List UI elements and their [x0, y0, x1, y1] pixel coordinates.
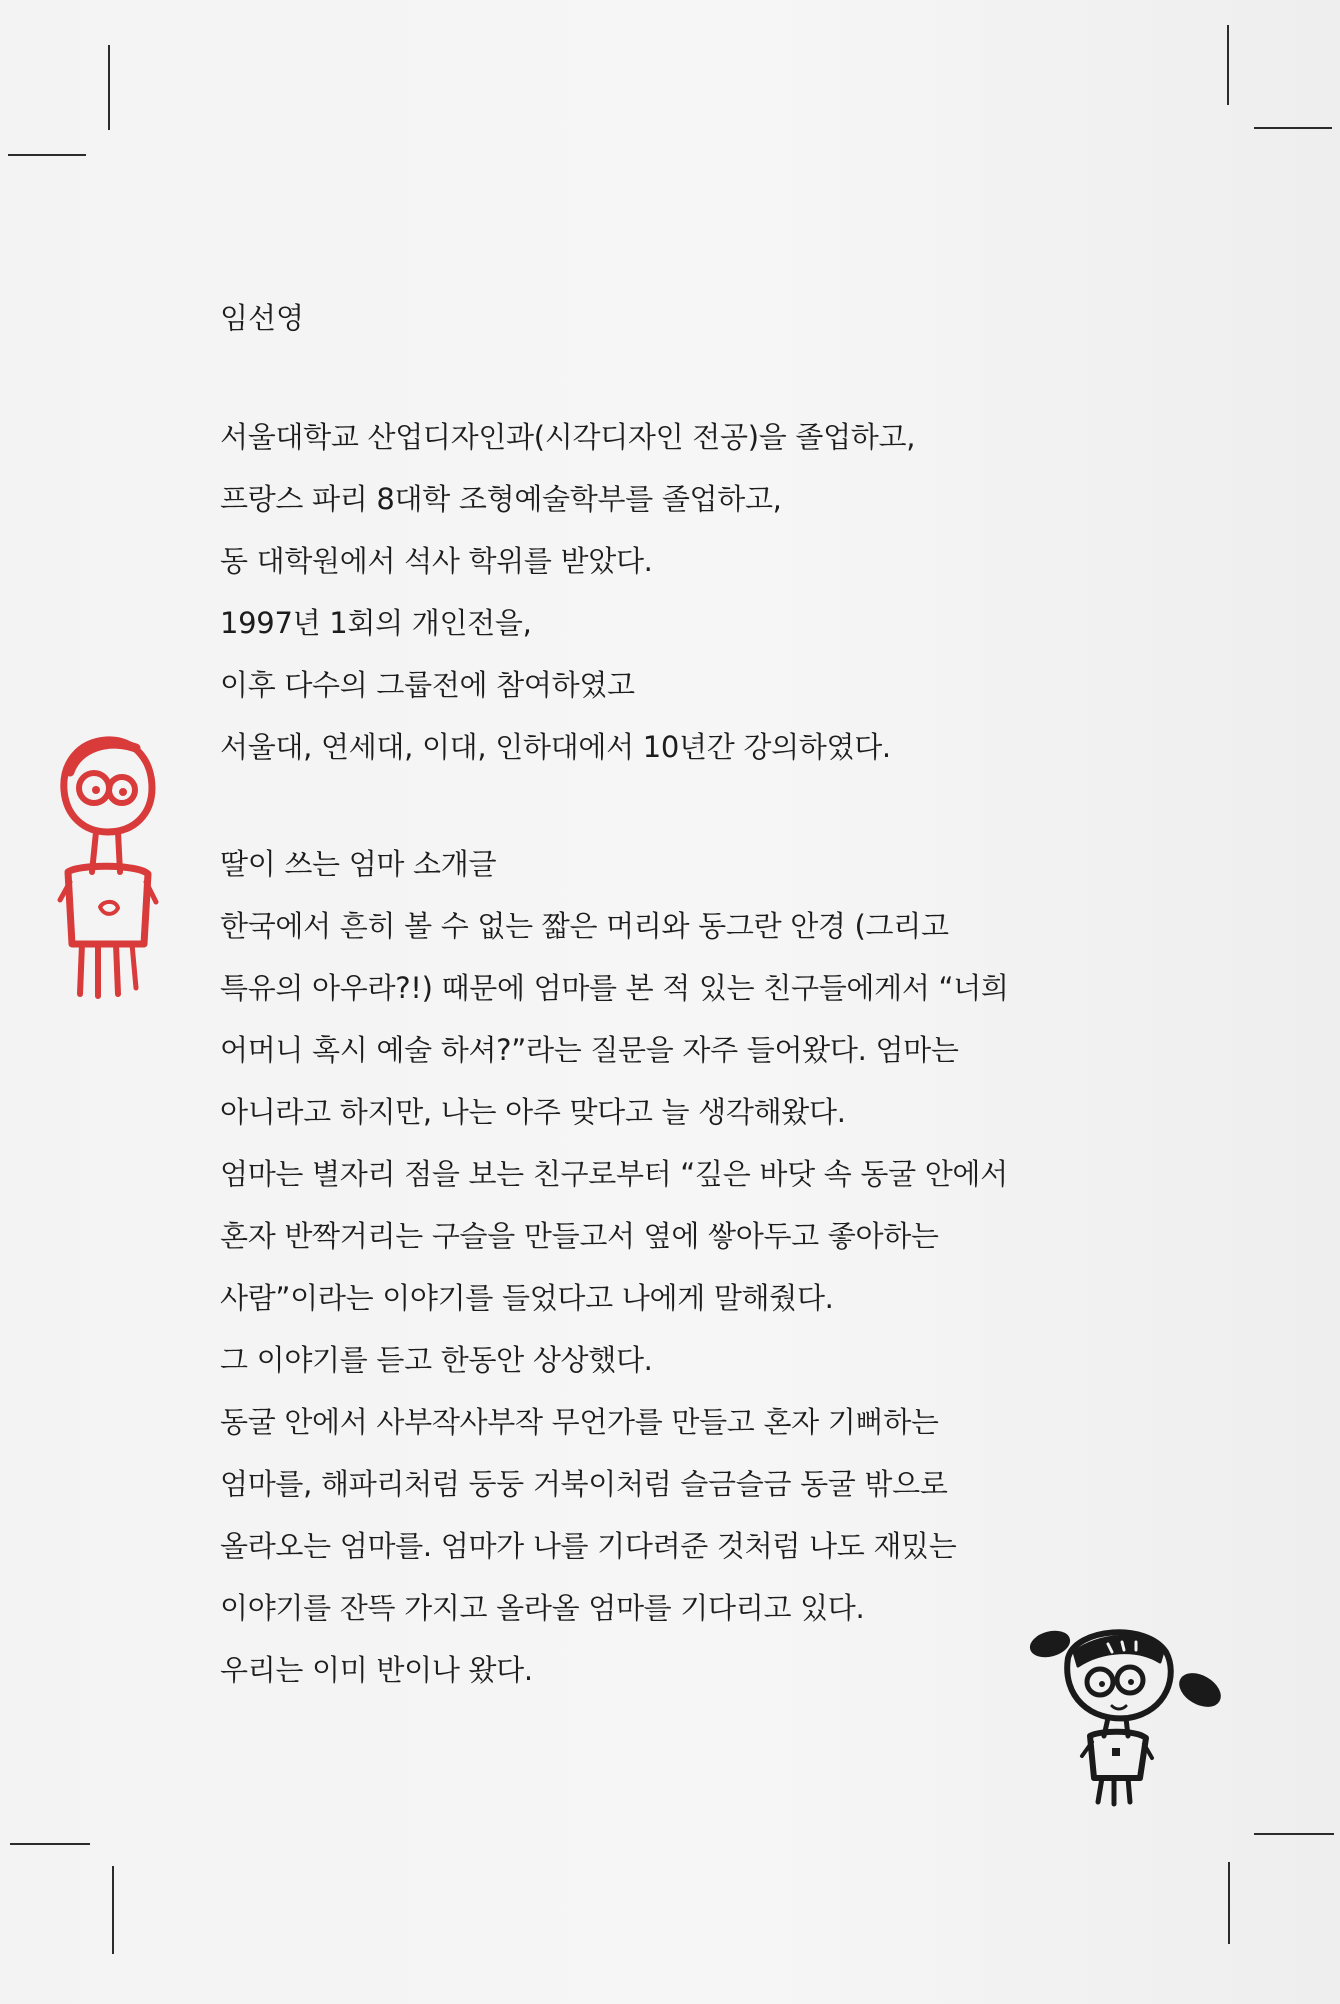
- intro-line: 어머니 혹시 예술 하셔?”라는 질문을 자주 들어왔다. 엄마는: [220, 1033, 959, 1067]
- crop-mark-bottom-right-vertical: [1228, 1862, 1230, 1944]
- crop-mark-bottom-right-horizontal: [1254, 1833, 1334, 1835]
- bio-line: 동 대학원에서 석사 학위를 받았다.: [220, 544, 653, 578]
- daughter-introduction: [220, 833, 1009, 1701]
- crop-mark-top-left-horizontal: [8, 154, 86, 156]
- intro-line: 이야기를 잔뜩 가지고 올라올 엄마를 기다리고 있다.: [220, 1591, 865, 1625]
- crop-mark-bottom-left-horizontal: [10, 1843, 90, 1845]
- intro-line: 특유의 아우라?!) 때문에 엄마를 본 적 있는 친구들에게서 “너희: [220, 971, 1009, 1005]
- author-bio: [220, 406, 915, 778]
- crop-mark-top-right-horizontal: [1254, 127, 1332, 129]
- intro-line: 엄마를, 해파리처럼 둥둥 거북이처럼 슬금슬금 동굴 밖으로: [220, 1467, 948, 1501]
- crop-mark-top-left-vertical: [108, 45, 110, 130]
- intro-line: 사람”이라는 이야기를 들었다고 나에게 말해줬다.: [220, 1281, 834, 1315]
- intro-line: 혼자 반짝거리는 구슬을 만들고서 옆에 쌓아두고 좋아하는: [220, 1219, 939, 1253]
- intro-line: 아니라고 하지만, 나는 아주 맞다고 늘 생각해왔다.: [220, 1095, 846, 1129]
- crop-mark-bottom-left-vertical: [112, 1866, 114, 1954]
- black-stamp-girl-icon: [1028, 1618, 1228, 1808]
- intro-line: 우리는 이미 반이나 왔다.: [220, 1653, 533, 1687]
- bio-line: 프랑스 파리 8대학 조형예술학부를 졸업하고,: [220, 482, 782, 516]
- intro-heading: 딸이 쓰는 엄마 소개글: [220, 847, 497, 881]
- intro-line: 그 이야기를 듣고 한동안 상상했다.: [220, 1343, 653, 1377]
- intro-line: 동굴 안에서 사부작사부작 무언가를 만들고 혼자 기뻐하는: [220, 1405, 939, 1439]
- bio-line: 서울대학교 산업디자인과(시각디자인 전공)을 졸업하고,: [220, 420, 916, 454]
- bio-line: 이후 다수의 그룹전에 참여하였고: [220, 668, 635, 702]
- author-name: 임선영: [220, 301, 305, 335]
- intro-line: 엄마는 별자리 점을 보는 친구로부터 “깊은 바닷 속 동굴 안에서: [220, 1157, 1008, 1191]
- intro-line: 올라오는 엄마를. 엄마가 나를 기다려준 것처럼 나도 재밌는: [220, 1529, 957, 1563]
- bio-line: 1997년 1회의 개인전을,: [220, 606, 532, 640]
- bio-line: 서울대, 연세대, 이대, 인하대에서 10년간 강의하였다.: [220, 730, 891, 764]
- red-stamp-figure-icon: [48, 732, 168, 1007]
- intro-line: 한국에서 흔히 볼 수 없는 짧은 머리와 동그란 안경 (그리고: [220, 909, 949, 943]
- crop-mark-top-right-vertical: [1227, 25, 1229, 105]
